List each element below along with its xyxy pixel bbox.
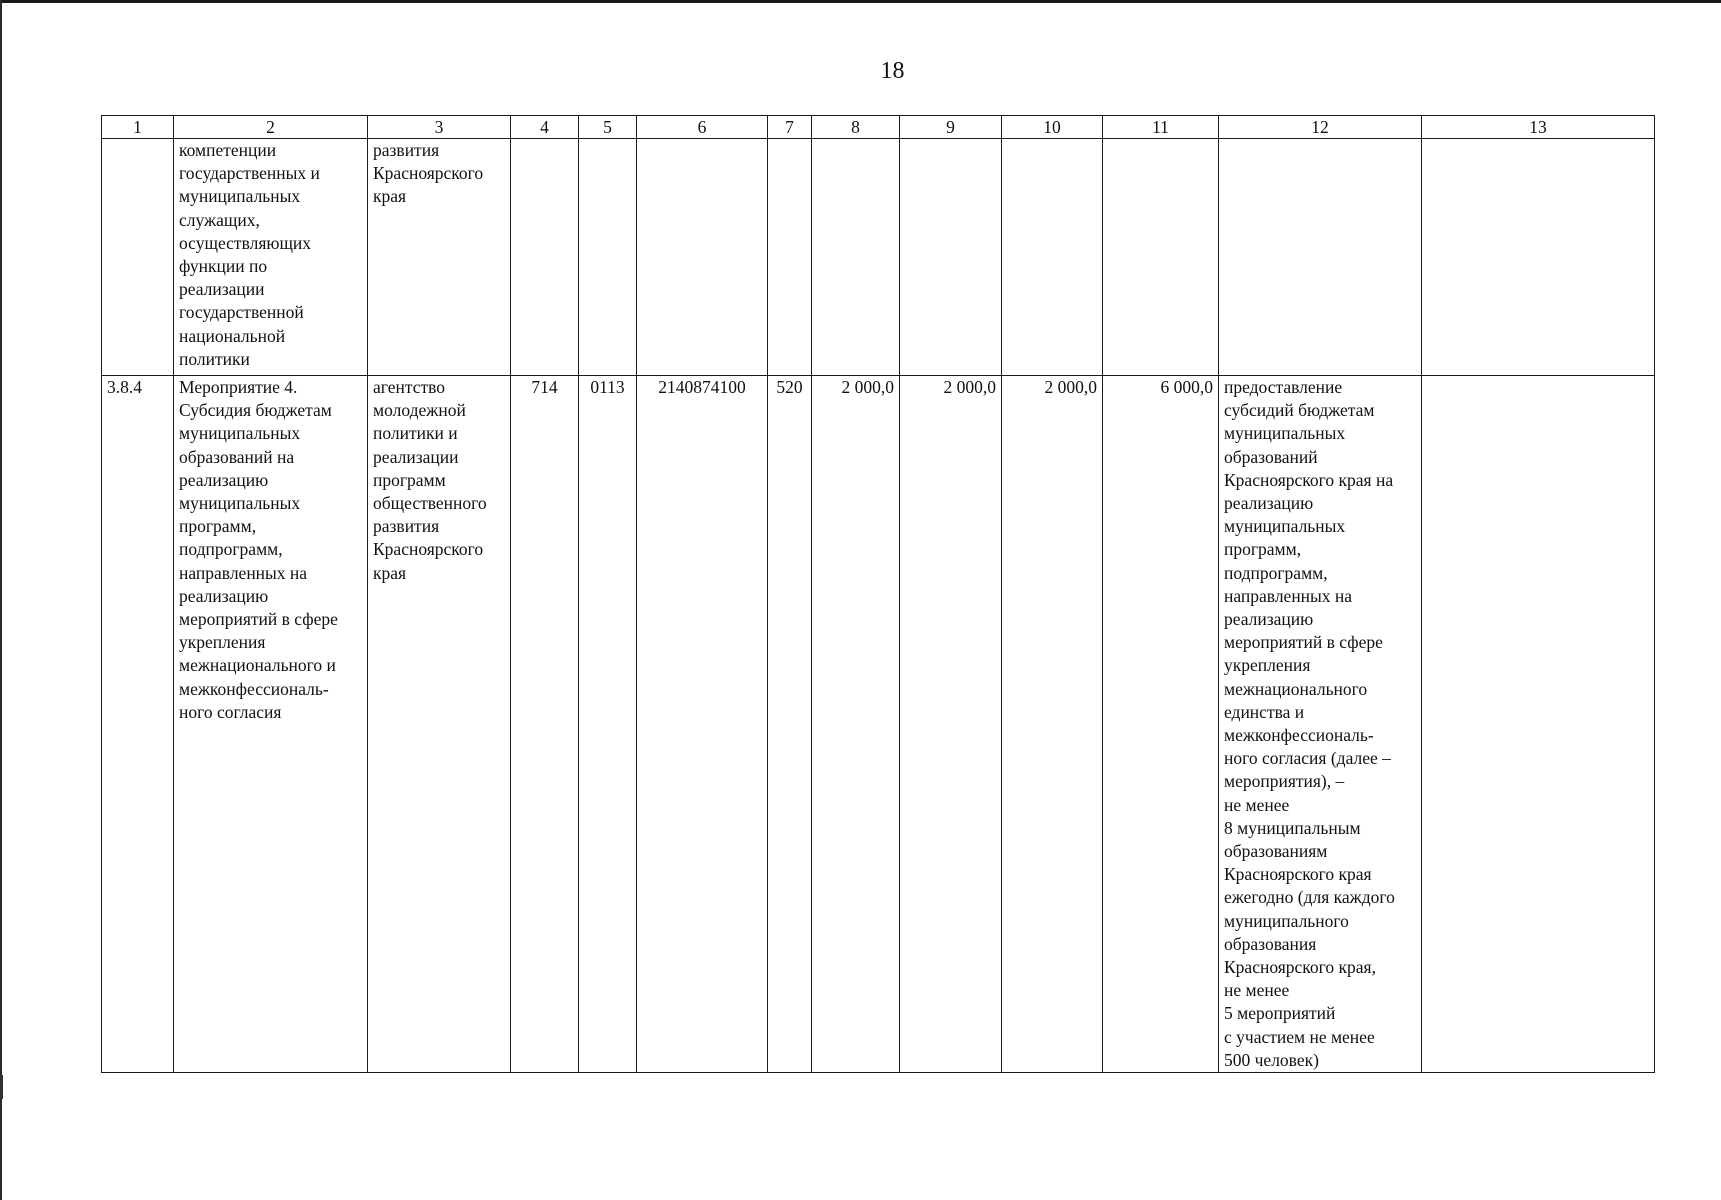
notes-cell [1422, 139, 1655, 376]
expense-type-cell [768, 139, 812, 376]
table-row [102, 376, 1655, 1073]
notes-cell [1422, 376, 1655, 1073]
column-header: 12 [1219, 116, 1422, 139]
column-header: 6 [637, 116, 768, 139]
grbs-code-cell [511, 139, 579, 376]
total-amount-cell [1103, 139, 1219, 376]
amount-cell: 2 000,0 [812, 376, 900, 1073]
expected-result-cell [1219, 139, 1422, 376]
section-code-cell: 0113 [579, 376, 637, 1073]
amount-cell: 2 000,0 [1002, 376, 1103, 1073]
target-article-cell [637, 139, 768, 376]
scan-edge-top [0, 0, 1721, 3]
scan-mark [0, 1075, 3, 1099]
column-header: 5 [579, 116, 637, 139]
amount-cell [1002, 139, 1103, 376]
column-header: 3 [368, 116, 511, 139]
amount-cell: 2 000,0 [900, 376, 1002, 1073]
item-number-cell: 3.8.4 [102, 376, 174, 1073]
column-header: 9 [900, 116, 1002, 139]
column-header: 1 [102, 116, 174, 139]
column-header: 13 [1422, 116, 1655, 139]
expected-result-cell: предоставление субсидий бюджетам муниципальных образований Красноярского края на реализацию муниципальных программ, подпрограмм, направленных на реализацию мероприятий в сфере укрепления межнационального единства и межконфессиональ- ного согласия (далее – мероприятия), – не менее 8 муниципальным образованиям Красноярского края ежегодно (для каждого муниципального образования Красноярского края, не менее 5 мероприятий с участием не менее 500 человек) [1219, 376, 1422, 1073]
column-header: 10 [1002, 116, 1103, 139]
item-name-cell: компетенции государственных и муниципальных служащих, осуществляющих функции по реализации государственной национальной политики [174, 139, 368, 376]
responsible-cell: развития Красноярского края [368, 139, 511, 376]
column-header: 11 [1103, 116, 1219, 139]
column-header: 4 [511, 116, 579, 139]
page-number: 18 [880, 58, 905, 84]
section-code-cell [579, 139, 637, 376]
column-header: 7 [768, 116, 812, 139]
expense-type-cell: 520 [768, 376, 812, 1073]
target-article-cell: 2140874100 [637, 376, 768, 1073]
responsible-cell: агентство молодежной политики и реализации программ общественного развития Красноярского края [368, 376, 511, 1073]
item-number-cell [102, 139, 174, 376]
budget-table [101, 115, 1655, 1073]
table-row [102, 139, 1655, 376]
column-numbers-row [102, 116, 1655, 139]
amount-cell [900, 139, 1002, 376]
column-header: 2 [174, 116, 368, 139]
total-amount-cell: 6 000,0 [1103, 376, 1219, 1073]
item-name-cell: Мероприятие 4. Субсидия бюджетам муниципальных образований на реализацию муниципальных программ, подпрограмм, направленных на реализацию мероприятий в сфере укрепления межнационального и межконфессиональ- ного согласия [174, 376, 368, 1073]
grbs-code-cell: 714 [511, 376, 579, 1073]
amount-cell [812, 139, 900, 376]
column-header: 8 [812, 116, 900, 139]
scan-edge-left [0, 0, 2, 1200]
